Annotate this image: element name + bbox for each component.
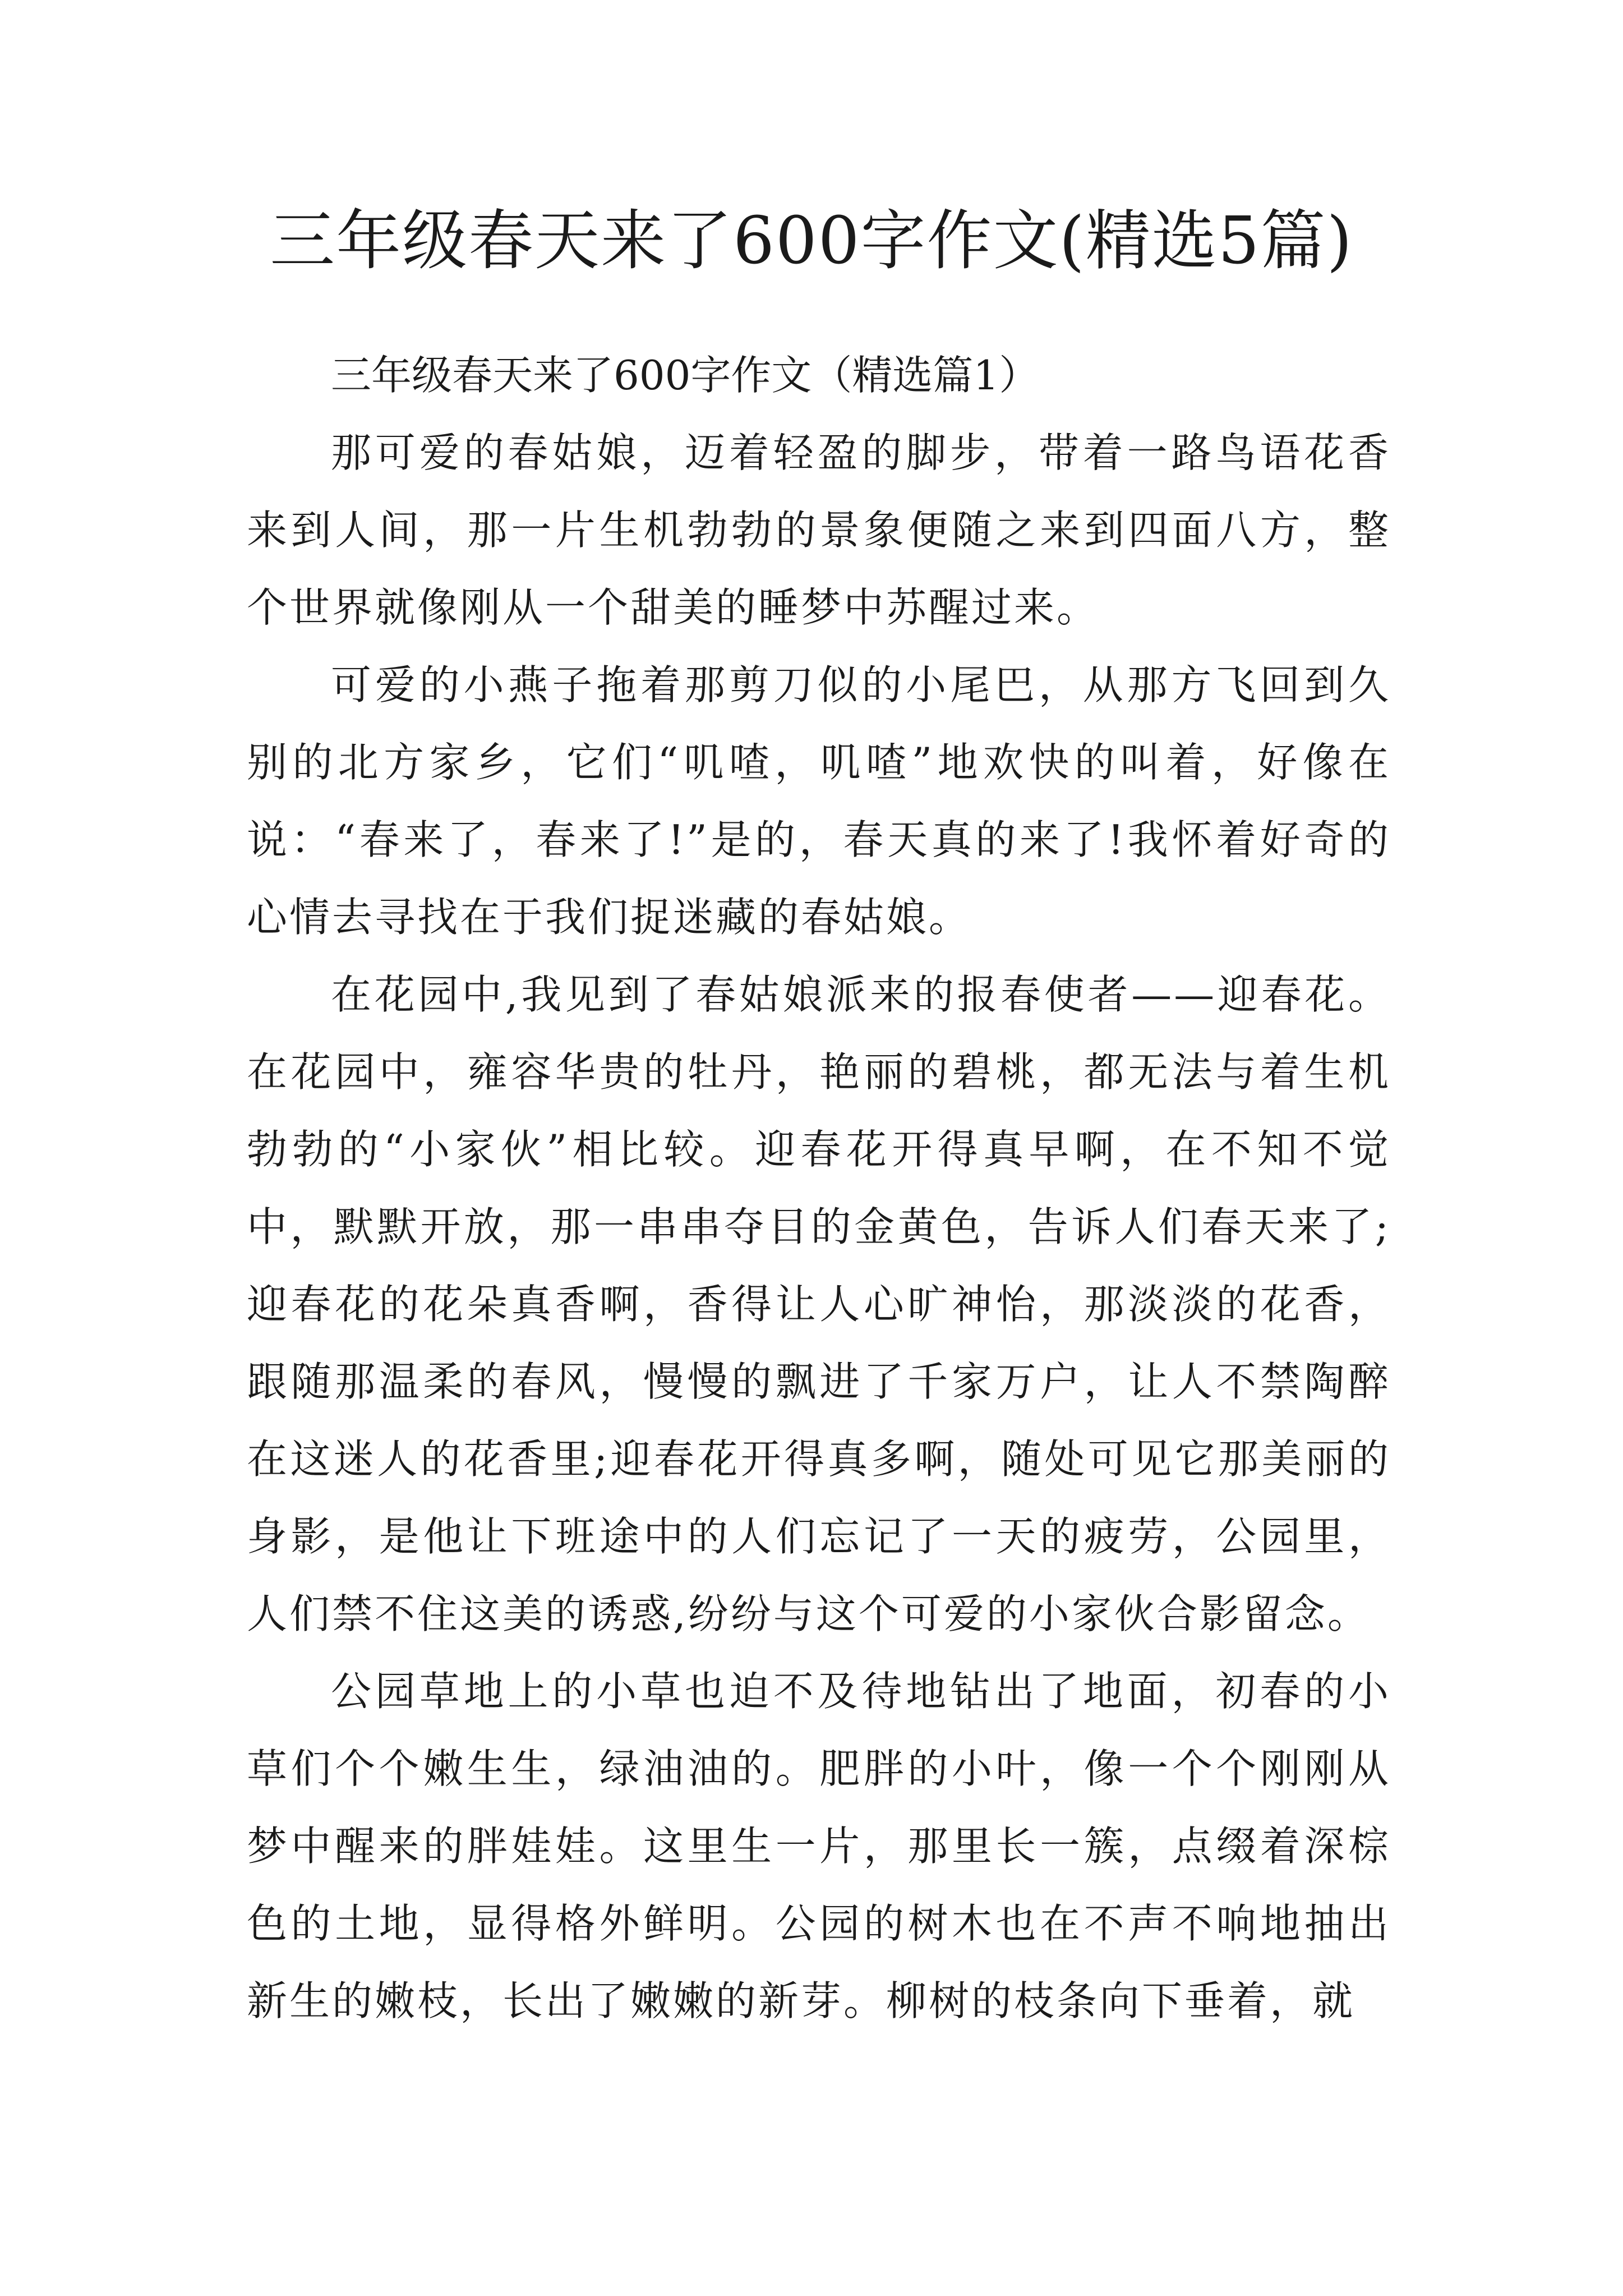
paragraph: 那可爱的春姑娘，迈着轻盈的脚步，带着一路鸟语花香来到人间，那一片生机勃勃的景象便随之来到四面八方，整个世界就像刚从一个甜美的睡梦中苏醒过来。 xyxy=(247,429,1391,631)
paragraph: 可爱的小燕子拖着那剪刀似的小尾巴，从那方飞回到久别的北方家乡，它们“叽喳，叽喳”地欢快的叫着，好像在说：“春来了，春来了!”是的，春天真的来了!我怀着好奇的心情去寻找在于我们捉迷藏的春姑娘。 xyxy=(247,661,1391,941)
paragraph: 公园草地上的小草也迫不及待地钻出了地面，初春的小草们个个嫩生生，绿油油的。肥胖的小叶，像一个个刚刚从梦中醒来的胖娃娃。这里生一片，那里长一簇，点缀着深棕色的土地，显得格外鲜明。公园的树木也在不声不响地抽出新生的嫩枝，长出了嫩嫩的新芽。柳树的枝条向下垂着，就 xyxy=(247,1668,1391,2024)
paragraph: 在花园中,我见到了春姑娘派来的报春使者——迎春花。在花园中，雍容华贵的牡丹，艳丽的碧桃，都无法与着生机勃勃的“小家伙”相比较。迎春花开得真早啊，在不知不觉中，默默开放，那一串串夺目的金黄色，告诉人们春天来了;迎春花的花朵真香啊，香得让人心旷神怡，那淡淡的花香，跟随那温柔的春风，慢慢的飘进了千家万户，让人不禁陶醉在这迷人的花香里;迎春花开得真多啊，随处可见它那美丽的身影，是他让下班途中的人们忘记了一天的疲劳，公园里，人们禁不住这美的诱惑,纷纷与这个可爱的小家伙合影留念。 xyxy=(247,971,1391,1637)
section-heading: 三年级春天来了600字作文（精选篇1） xyxy=(331,352,1040,399)
document-body xyxy=(247,337,1391,2040)
document-title: 三年级春天来了600字作文(精选5篇) xyxy=(270,203,1353,279)
